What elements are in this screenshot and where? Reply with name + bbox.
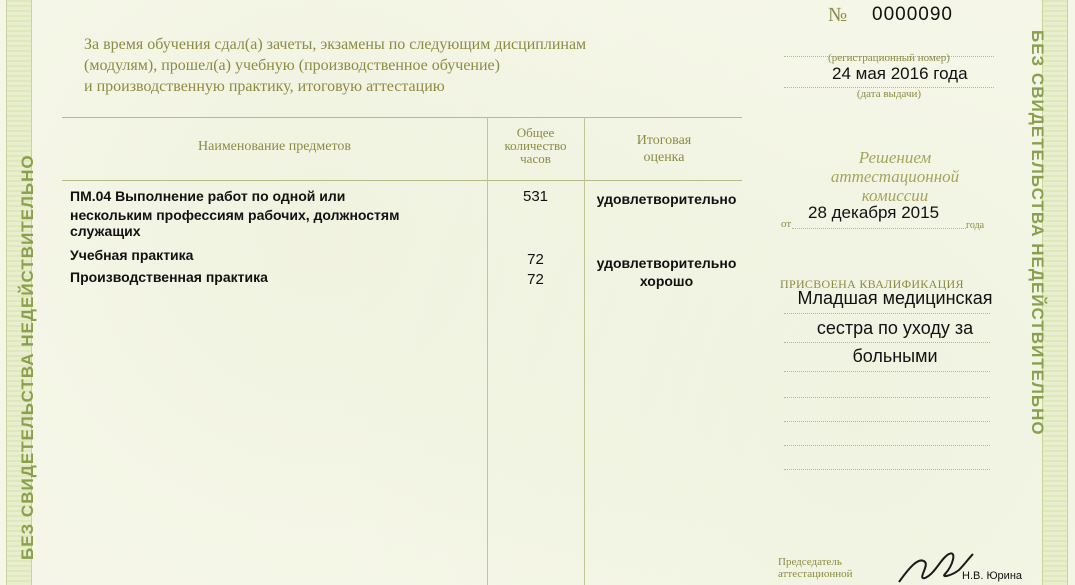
table-row-hours: 72 [527,251,544,268]
issue-date: 24 мая 2016 года [832,64,968,83]
header-hours [487,126,584,165]
chairman-line: аттестационной [778,568,853,580]
header-grade-line: оценка [643,150,685,165]
qualification-line: Младшая медицинская [797,288,993,308]
chairman-line: Председатель [778,556,842,568]
table-column-divider [584,117,585,585]
intro-line: За время обучения сдал(а) зачеты, экзамены по следующим дисциплинам [84,36,587,53]
table-row-subject [70,268,480,287]
number-sign: № [828,4,848,26]
subject-line: Учебная практика [70,247,194,263]
table-row-grade: хорошо [639,273,694,289]
reg-number-label: (регистрационный номер) [828,52,950,64]
table-row-subject [70,246,480,265]
subject-line: нескольким профессиям рабочих, должностям [70,207,400,223]
chairman-caption [778,556,853,580]
document-number: 0000090 [872,4,953,25]
dotted-rule [792,228,966,229]
header-hours-line: количество [504,138,567,153]
left-border-text: БЕЗ СВИДЕТЕЛЬСТВА НЕДЕЙСТВИТЕЛЬНО [18,154,37,560]
decision-from-label: от [781,218,792,230]
table-top-rule [62,117,742,118]
header-subject: Наименование предметов [198,139,351,154]
qualification-line: больными [852,346,938,366]
decision-line: аттестационной [830,167,960,186]
dotted-rule [784,469,990,470]
dotted-rule [784,313,990,314]
right-border-text: БЕЗ СВИДЕТЕЛЬСТВА НЕДЕЙСТВИТЕЛЬНО [1028,30,1047,436]
intro-paragraph [84,34,764,97]
qualification-label: ПРИСВОЕНА КВАЛИФИКАЦИЯ [780,277,964,291]
header-hours-line: Общее [516,125,555,140]
intro-line: (модулям), прошел(а) учебную (производственное обучение) [84,57,500,74]
table-row-grade: удовлетворительно [596,191,737,207]
decision-date: 28 декабря 2015 [808,203,940,222]
decision-line: комиссии [861,186,929,205]
qualification-line: сестра по уходу за [816,318,974,338]
subject-line: ПМ.04 Выполнение работ по одной или [70,188,346,204]
dotted-rule [784,371,990,372]
decision-year-suffix: года [966,220,985,231]
table-header-rule [62,180,742,181]
table-row-hours: 531 [522,188,549,205]
subject-line: Производственная практика [70,269,268,285]
table-row-grade: удовлетворительно [596,255,737,271]
table-row-hours: 72 [527,271,544,288]
header-grade-line: Итоговая [636,133,692,148]
table-row-subject [70,187,480,241]
intro-line: и производственную практику, итоговую аттестацию [84,78,445,95]
dotted-rule [784,342,990,343]
subject-line: служащих [70,223,141,239]
decision-caption [790,148,1000,205]
chairman-name: Н.В. Юрина [962,570,1023,582]
dotted-rule [784,397,990,398]
dotted-rule [784,421,990,422]
dotted-rule [784,445,990,446]
issue-date-label: (дата выдачи) [856,88,922,100]
decision-line: Решением [858,148,932,167]
header-grade [584,132,744,166]
header-hours-line: часов [520,151,551,166]
